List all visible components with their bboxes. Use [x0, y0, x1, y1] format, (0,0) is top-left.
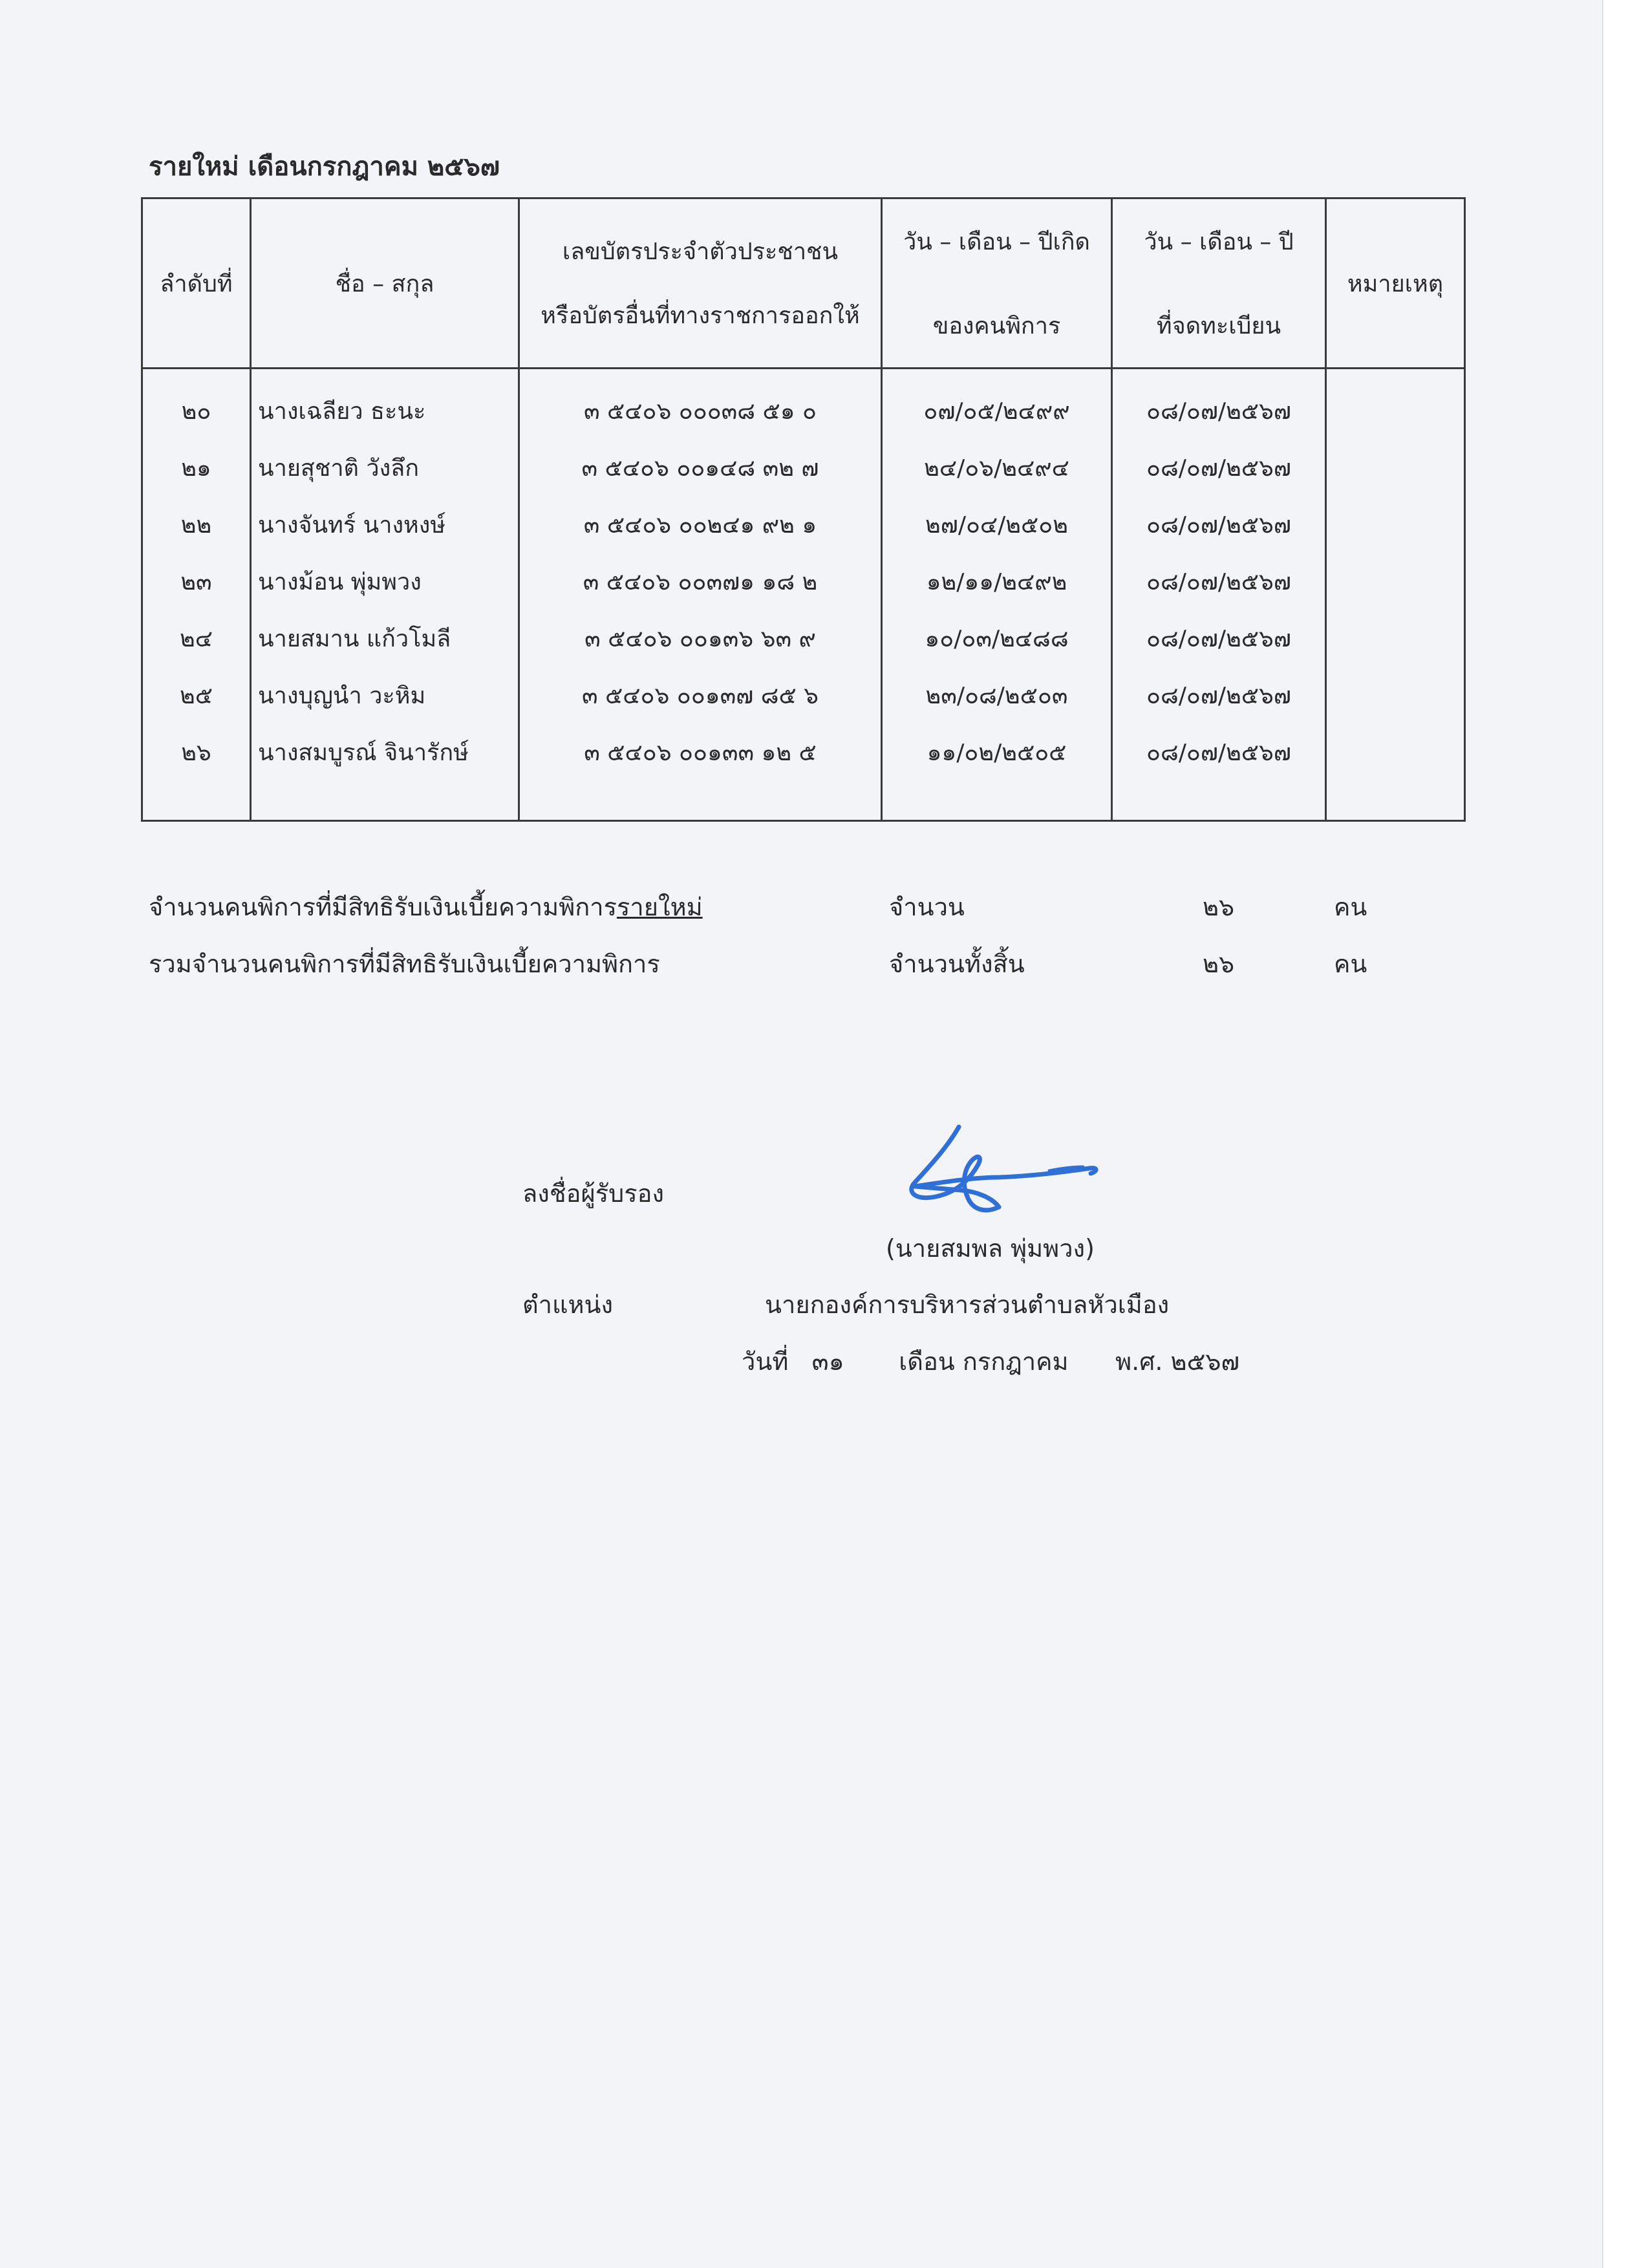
- row-reg: ๐๘/๐๗/๒๕๖๗: [1146, 455, 1291, 482]
- row-birth: ๒๓/๐๘/๒๕๐๓: [925, 683, 1068, 709]
- header-name: ชื่อ – สกุล: [251, 198, 519, 369]
- column-remark: [1326, 369, 1465, 821]
- handwritten-signature: [902, 1122, 1115, 1219]
- column-seq: [142, 369, 251, 821]
- sign-label: ลงชื่อผู้รับรอง: [522, 1179, 665, 1208]
- row-id: ๓ ๕๔๐๖ ๐๐๑๓๓ ๑๒ ๕: [584, 740, 817, 766]
- registry-table: [141, 197, 1466, 822]
- row-name: นายสมาน แก้วโมลี: [258, 626, 451, 652]
- date-year: ๒๕๖๗: [1170, 1347, 1240, 1376]
- row-birth: ๒๔/๐๖/๒๔๙๔: [924, 455, 1069, 482]
- row-id: ๓ ๕๔๐๖ ๐๐๒๔๑ ๙๒ ๑: [583, 512, 817, 539]
- header-birth: [882, 198, 1112, 369]
- row-birth: ๑๐/๐๓/๒๔๘๘: [925, 626, 1069, 652]
- row-seq: ๒๒: [180, 512, 212, 539]
- row-reg: ๐๘/๐๗/๒๕๖๗: [1146, 626, 1291, 652]
- row-reg: ๐๘/๐๗/๒๕๖๗: [1146, 683, 1291, 709]
- position-label: ตำแหน่ง: [522, 1290, 614, 1319]
- header-id-line1: เลขบัตรประจำตัวประชาชน: [562, 239, 839, 265]
- row-seq: ๒๔: [180, 626, 213, 652]
- row-reg: ๐๘/๐๗/๒๕๖๗: [1146, 398, 1291, 425]
- summary-new-count: ๒๖: [1203, 893, 1235, 921]
- row-reg: ๐๘/๐๗/๒๕๖๗: [1146, 569, 1291, 595]
- column-id: [519, 369, 882, 821]
- row-seq: ๒๓: [180, 569, 212, 595]
- date-label: วันที่: [742, 1347, 789, 1376]
- header-birth-line1: วัน – เดือน – ปีเกิด: [903, 228, 1090, 255]
- row-birth: ๑๒/๑๑/๒๔๙๒: [926, 569, 1067, 595]
- date-month: กรกฎาคม: [962, 1347, 1069, 1376]
- table-body-row: [142, 369, 1465, 821]
- header-id-line2: หรือบัตรอื่นที่ทางราชการออกให้: [541, 303, 860, 329]
- summary-new: [149, 887, 1367, 926]
- row-seq: ๒๕: [180, 683, 213, 709]
- row-birth: ๒๗/๐๔/๒๕๐๒: [925, 512, 1068, 539]
- row-id: ๓ ๕๔๐๖ ๐๐๐๓๘ ๕๑ ๐: [583, 398, 817, 425]
- row-birth: ๑๑/๐๒/๒๕๐๕: [927, 740, 1067, 766]
- row-id: ๓ ๕๔๐๖ ๐๐๑๓๖ ๖๓ ๙: [584, 626, 816, 652]
- paper-edge: [1602, 0, 1650, 2268]
- header-id: [519, 198, 882, 369]
- document-title: รายใหม่ เดือนกรกฎาคม ๒๕๖๗: [149, 152, 500, 182]
- date-day: ๓๑: [811, 1347, 844, 1376]
- column-birth: [882, 369, 1112, 821]
- row-id: ๓ ๕๔๐๖ ๐๐๓๗๑ ๑๘ ๒: [583, 569, 818, 595]
- date-line: [742, 1342, 1239, 1381]
- column-registered: [1112, 369, 1326, 821]
- signer-name: (นายสมพล พุ่มพวง): [886, 1234, 1095, 1263]
- summary-total-count: ๒๖: [1203, 950, 1235, 978]
- row-id: ๓ ๕๔๐๖ ๐๐๑๓๗ ๘๕ ๖: [581, 683, 819, 709]
- header-remark: หมายเหตุ: [1326, 198, 1465, 369]
- summary-total-label: รวมจำนวนคนพิการที่มีสิทธิรับเงินเบี้ยความพิการ: [149, 950, 660, 978]
- header-reg-line2: ที่จดทะเบียน: [1156, 312, 1281, 339]
- summary-total: [149, 944, 1367, 983]
- row-reg: ๐๘/๐๗/๒๕๖๗: [1146, 512, 1291, 539]
- row-seq: ๒๐: [181, 398, 211, 425]
- column-name: [251, 369, 519, 821]
- summary-new-unit: คน: [1334, 893, 1367, 921]
- row-birth: ๐๗/๐๕/๒๔๙๙: [923, 398, 1070, 425]
- row-name: นางจันทร์ นางหงษ์: [258, 512, 446, 539]
- header-reg-line1: วัน – เดือน – ปี: [1144, 228, 1294, 255]
- row-reg: ๐๘/๐๗/๒๕๖๗: [1146, 740, 1291, 766]
- header-birth-line2: ของคนพิการ: [932, 312, 1061, 339]
- summary-new-label: จำนวนคนพิการที่มีสิทธิรับเงินเบี้ยความพิการ: [149, 893, 617, 921]
- summary-new-count-label: จำนวน: [889, 893, 965, 921]
- row-seq: ๒๑: [181, 455, 211, 482]
- row-name: นายสุชาติ วังลึก: [258, 455, 420, 482]
- header-registered: [1112, 198, 1326, 369]
- summary-new-underlined: รายใหม่: [617, 893, 703, 921]
- date-year-label: พ.ศ.: [1115, 1347, 1163, 1376]
- row-name: นางม้อน พุ่มพวง: [258, 569, 422, 595]
- date-month-label: เดือน: [899, 1347, 955, 1376]
- position-value: นายกองค์การบริหารส่วนตำบลหัวเมือง: [765, 1290, 1170, 1319]
- row-seq: ๒๖: [181, 740, 211, 766]
- summary-total-unit: คน: [1334, 950, 1367, 978]
- row-name: นางสมบูรณ์ จินารักษ์: [258, 740, 469, 766]
- row-name: นางเฉลียว ธะนะ: [258, 398, 426, 425]
- row-id: ๓ ๕๔๐๖ ๐๐๑๔๘ ๓๒ ๗: [581, 455, 819, 482]
- table-header-row: [142, 198, 1465, 369]
- header-seq: ลำดับที่: [142, 198, 251, 369]
- row-name: นางบุญนำ วะหิม: [258, 683, 426, 709]
- summary-total-count-label: จำนวนทั้งสิ้น: [889, 950, 1025, 978]
